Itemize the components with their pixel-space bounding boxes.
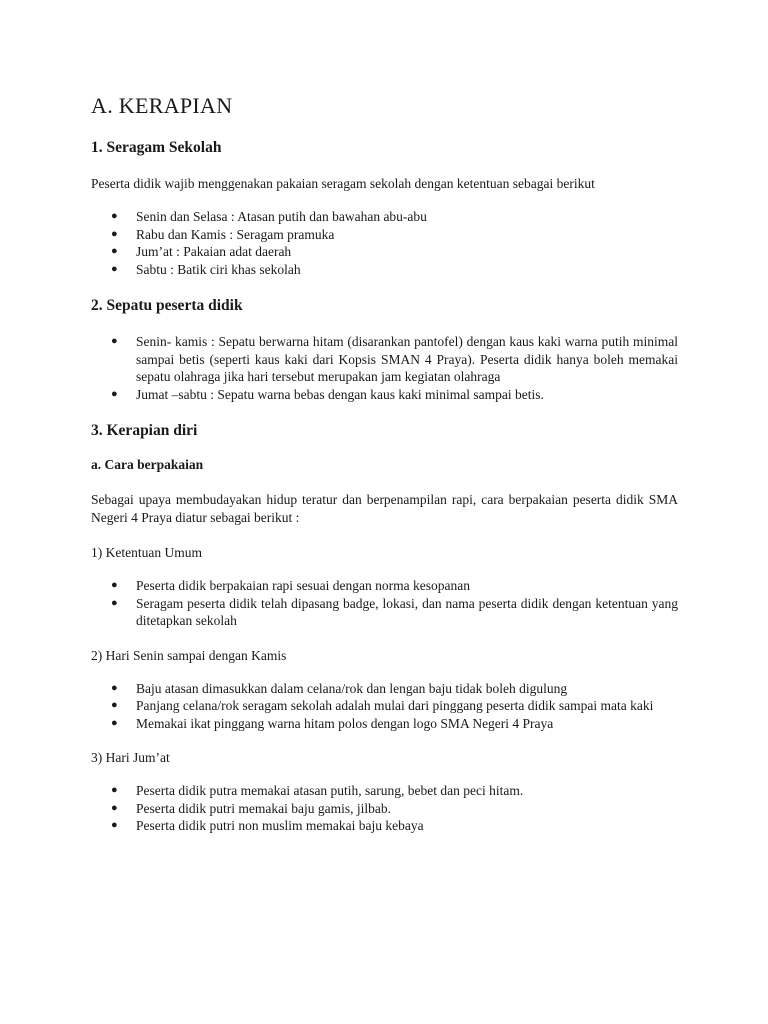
bullet-icon: ●	[111, 210, 118, 222]
section-2-list	[91, 333, 678, 403]
bullet-icon: ●	[111, 579, 118, 591]
list-item: ● Peserta didik putri memakai baju gamis, jilbab.	[111, 800, 391, 816]
bullet-icon: ●	[111, 716, 118, 729]
document-page	[91, 92, 678, 835]
bullet-icon: ●	[111, 245, 118, 257]
list-item: ● Peserta didik putra memakai atasan putih, sarung, bebet dan peci hitam.	[111, 783, 524, 798]
bullet-icon: ●	[111, 699, 118, 711]
group-1-label: 1) Ketentuan Umum	[91, 545, 202, 560]
bullet-icon: ●	[111, 801, 118, 814]
group-1-list	[91, 577, 678, 630]
list-item: ● Seragam peserta didik telah dipasang badge, lokasi, dan nama peserta didik dengan ketentuan yang ditetapkan sekolah	[111, 595, 678, 628]
bullet-icon: ●	[111, 819, 118, 831]
list-item: ● Peserta didik berpakaian rapi sesuai dengan norma kesopanan	[111, 578, 471, 593]
document-title: A. KERAPIAN	[91, 93, 233, 118]
list-item: ● Baju atasan dimasukkan dalam celana/rok dan lengan baju tidak boleh digulung	[111, 680, 568, 696]
bullet-icon: ●	[111, 784, 118, 796]
group-3-label: 3) Hari Jum’at	[91, 750, 170, 765]
list-item: ● Senin dan Selasa : Atasan putih dan bawahan abu-abu	[111, 209, 427, 224]
section-3-heading: 3. Kerapian diri	[91, 422, 198, 439]
list-item: ● Jumat –sabtu : Sepatu warna bebas dengan kaus kaki minimal sampai betis.	[111, 386, 544, 402]
group-2-label: 2) Hari Senin sampai dengan Kamis	[91, 647, 287, 663]
bullet-icon: ●	[111, 387, 118, 400]
list-item: ● Panjang celana/rok seragam sekolah adalah mulai dari pinggang peserta didik sampai mata kaki	[111, 698, 654, 713]
group-2-list	[91, 680, 678, 733]
list-item: ● Peserta didik putri non muslim memakai baju kebaya	[111, 818, 424, 833]
section-3-intro: Sebagai upaya membudayakan hidup teratur dan berpenampilan rapi, cara berpakaian peserta didik SMA Negeri 4 Praya diatur sebagai berikut :	[91, 492, 678, 525]
list-item: ● Rabu dan Kamis : Seragam pramuka	[111, 226, 335, 242]
bullet-icon: ●	[111, 596, 118, 609]
bullet-icon: ●	[111, 227, 118, 240]
section-3-subheading: a. Cara berpakaian	[91, 457, 204, 472]
bullet-icon: ●	[111, 262, 118, 275]
section-2-heading: 2. Sepatu peserta didik	[91, 297, 243, 314]
list-item: ● Senin- kamis : Sepatu berwarna hitam (disarankan pantofel) dengan kaus kaki warna putih minimal sampai betis (seperti kaus kaki dari Kopsis SMAN 4 Praya). Peserta didik hanya boleh memakai sepatu olahraga jika hari tersebut merupakan jam kegiatan olahraga	[111, 334, 678, 384]
section-1-heading: 1. Seragam Sekolah	[91, 139, 222, 156]
bullet-icon: ●	[111, 681, 118, 694]
group-3-list	[91, 782, 678, 835]
list-item: ● Jum’at : Pakaian adat daerah	[111, 244, 292, 259]
section-1-list	[91, 208, 678, 278]
list-item: ● Memakai ikat pinggang warna hitam polos dengan logo SMA Negeri 4 Praya	[111, 715, 554, 731]
section-1-intro: Peserta didik wajib menggenakan pakaian seragam sekolah dengan ketentuan sebagai berikut	[91, 176, 595, 191]
bullet-icon: ●	[111, 335, 118, 347]
list-item: ● Sabtu : Batik ciri khas sekolah	[111, 261, 301, 277]
